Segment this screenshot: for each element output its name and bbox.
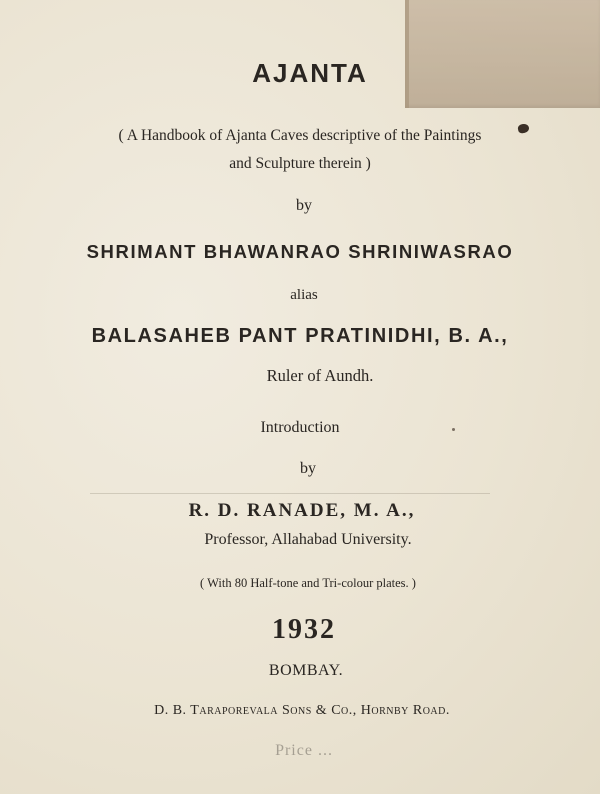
tape-edge	[405, 0, 409, 108]
plates-note: ( With 80 Half-tone and Tri-colour plates. )	[200, 576, 416, 590]
subtitle-line-2: and Sculpture therein )	[229, 155, 371, 172]
cut-off-line: Price ...	[275, 742, 333, 759]
subtitle-line-1: ( A Handbook of Ajanta Caves descriptive of the Paintings	[118, 127, 482, 144]
introduction-author: R. D. RANADE, M. A.,	[188, 500, 416, 521]
introduction-label: Introduction	[260, 419, 340, 436]
bleed-through-line	[90, 493, 490, 494]
publisher: D. B. Taraporevala Sons & Co., Hornby Road.	[154, 703, 450, 718]
by-label: by	[296, 197, 312, 214]
book-title: AJANTA	[252, 58, 368, 88]
alias-label: alias	[290, 287, 318, 303]
introduction-author-title: Professor, Allahabad University.	[204, 531, 412, 548]
tape-patch	[405, 0, 600, 108]
author-name: SHRIMANT BHAWANRAO SHRINIWASRAO	[86, 241, 514, 262]
publication-year: 1932	[272, 614, 336, 645]
introduction-by-label: by	[300, 460, 316, 477]
publication-city: BOMBAY.	[268, 662, 344, 679]
author-title: Ruler of Aundh.	[266, 366, 374, 385]
author-alias: BALASAHEB PANT PRATINIDHI, B. A.,	[91, 325, 509, 347]
